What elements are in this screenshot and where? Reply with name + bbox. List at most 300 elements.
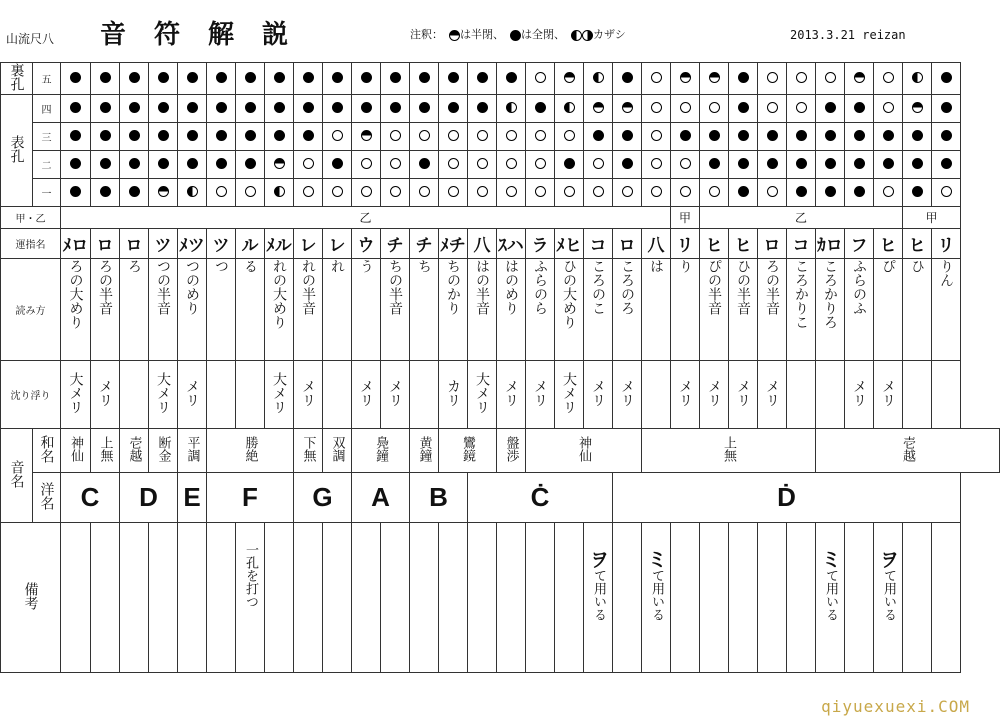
closed-hole-icon [303,102,314,113]
closed-hole-icon [593,130,604,141]
meri-cell [787,361,816,429]
wamei-name: 鸞鏡 [460,436,475,462]
reading-cell [352,259,381,361]
western-note: Ċ [530,482,550,512]
legend-note [410,26,626,42]
hole-cell [700,179,729,207]
reading-cell [468,259,497,361]
closed-hole-icon [825,158,836,169]
wamei-cell [323,429,352,473]
closed-hole-icon [912,130,923,141]
hole-cell [700,151,729,179]
open-hole-icon [332,130,343,141]
reading-text: ころかりこ [793,259,809,329]
hole-cell [700,63,729,95]
meri-text: カリ [445,379,461,407]
closed-hole-icon [622,72,633,83]
hole-cell [178,95,207,123]
closed-hole-icon [129,102,140,113]
closed-hole-icon [187,130,198,141]
fingering-cell [352,229,381,259]
closed-hole-icon [70,158,81,169]
open-hole-icon [680,186,691,197]
half-hole-icon [361,130,372,141]
open-hole-icon [361,186,372,197]
hole-cell [439,63,468,95]
meri-text: メリ [706,379,722,407]
remark-cell [845,523,874,673]
half-hole-icon [593,102,604,113]
hole-cell [265,95,294,123]
hole-cell [439,179,468,207]
open-hole-icon [651,186,662,197]
meri-text: メリ [532,379,548,407]
open-hole-icon [564,186,575,197]
hole-cell [178,151,207,179]
hole-cell [91,151,120,179]
hole-row-r2 [1,151,1000,179]
closed-hole-icon [477,102,488,113]
hole-cell [584,123,613,151]
meri-text: メリ [184,379,200,407]
hole-cell [61,95,91,123]
wamei-cell [91,429,120,473]
western-note: F [242,482,258,512]
hole-cell [323,123,352,151]
wamei-label: 和名 [38,435,55,463]
reading-text: ふらのふ [851,259,867,315]
hole-cell [932,123,961,151]
hole-cell [932,179,961,207]
hole-cell [671,151,700,179]
hole-cell [91,63,120,95]
wamei-cell [178,429,207,473]
meri-cell [758,361,787,429]
closed-hole-icon [506,72,517,83]
hole-cell [294,123,323,151]
wamei-cell [120,429,149,473]
hole-cell [381,151,410,179]
meri-cell [932,361,961,429]
remark-cell [613,523,642,673]
half-closed-icon [449,30,460,41]
fingering-name: ﾒチ [440,236,466,256]
fingering-cell [323,229,352,259]
open-hole-icon [709,186,720,197]
hole-number [33,123,61,151]
open-hole-icon [245,186,256,197]
hole-cell [526,63,555,95]
reading-label: 読み方 [15,306,46,317]
remark-cell [642,523,671,673]
closed-hole-icon [941,130,952,141]
reading-cell [497,259,526,361]
closed-hole-icon [303,130,314,141]
reading-cell [816,259,845,361]
closed-hole-icon [564,158,575,169]
hole-cell [642,123,671,151]
wamei-name: 盤渉 [503,436,519,462]
closed-hole-icon [100,102,111,113]
fingering-cell [410,229,439,259]
reading-text: ひ [909,259,925,273]
hole-cell [352,179,381,207]
open-hole-icon [448,186,459,197]
hole-cell [671,179,700,207]
reading-text: つ [213,259,229,273]
school-name: 山流尺八 [6,32,55,46]
yomei-cell [468,473,613,523]
hole-cell [526,95,555,123]
hole-cell [439,123,468,151]
closed-hole-icon [361,72,372,83]
closed-hole-icon [738,158,749,169]
row-label [1,361,61,429]
wamei-cell [410,429,439,473]
hole-cell [236,123,265,151]
wamei-cell [497,429,526,473]
fingering-name: ﾒロ [62,236,89,256]
reading-text: ち [416,259,432,273]
closed-hole-icon [332,158,343,169]
hole-cell [352,63,381,95]
reading-text: ぴの半音 [706,259,722,315]
hole-cell [787,63,816,95]
meri-text: 大メリ [561,372,577,414]
hole-cell [61,151,91,179]
reading-row [1,259,1000,361]
wamei-name: 黄鐘 [416,436,432,462]
reading-cell [903,259,932,361]
hole-cell [61,179,91,207]
remark-cell [874,523,903,673]
closed-hole-icon [419,72,430,83]
hole-cell [91,123,120,151]
meri-cell [381,361,410,429]
meri-cell [700,361,729,429]
meri-cell [61,361,91,429]
meri-text: 大メリ [67,372,84,414]
meri-text: メリ [590,379,606,407]
hole-cell [584,179,613,207]
remark-cell [671,523,700,673]
closed-hole-icon [622,130,633,141]
meri-text: メリ [358,379,374,407]
wamei-name: 勝絶 [242,436,258,462]
hole-cell [120,151,149,179]
fingering-name: レ [299,236,317,256]
hole-cell [642,63,671,95]
meri-text: メリ [387,379,403,407]
fingering-name: ﾒヒ [556,236,582,256]
hole-cell [613,63,642,95]
meri-cell [903,361,932,429]
row-label [1,207,61,229]
hole-cell [265,179,294,207]
remark-cell [439,523,468,673]
hole-cell [178,123,207,151]
hole-cell [410,123,439,151]
wamei-cell [294,429,323,473]
open-hole-icon [448,158,459,169]
hole-cell [91,95,120,123]
hole-cell [555,123,584,151]
hole-cell [555,63,584,95]
fingering-cell [787,229,816,259]
fingering-cell [845,229,874,259]
closed-hole-icon [216,102,227,113]
remark-body: て用いる [649,569,664,621]
closed-hole-icon [129,130,140,141]
closed-hole-icon [535,102,546,113]
fingering-name: チ [386,236,404,256]
wamei-cell [149,429,178,473]
open-hole-icon [680,102,691,113]
closed-hole-icon [854,186,865,197]
reading-cell [584,259,613,361]
hole-cell [613,123,642,151]
fingering-cell [149,229,178,259]
closed-hole-icon [129,72,140,83]
kazashi-left-icon [571,30,582,41]
western-note: D [139,482,158,512]
fingering-cell [671,229,700,259]
closed-hole-icon [796,186,807,197]
meri-cell [584,361,613,429]
hole-cell [149,179,178,207]
half-hole-icon [158,186,169,197]
fingering-name: ウ [357,236,375,256]
hole-cell [555,95,584,123]
closed-hole-icon [158,72,169,83]
remark-cell [410,523,439,673]
hole-cell [410,151,439,179]
reading-text: りん [938,259,954,287]
meri-cell [526,361,555,429]
closed-hole-icon [912,158,923,169]
open-hole-icon [390,186,401,197]
wamei-name: 平調 [184,436,200,462]
remark-cell [265,523,294,673]
hole-cell [236,151,265,179]
closed-hole-icon [448,102,459,113]
half-hole-icon [854,72,865,83]
hole-cell [61,123,91,151]
hole-cell [410,179,439,207]
open-hole-icon [651,72,662,83]
hole-cell [874,95,903,123]
remark-body: て用いる [823,569,838,621]
register-cell [61,207,671,229]
remark-cell [903,523,932,673]
reading-cell [439,259,468,361]
half-hole-icon [274,158,285,169]
wamei-cell [642,429,816,473]
half-hole-icon [912,102,923,113]
closed-hole-icon [100,72,111,83]
meri-text: メリ [97,379,113,407]
hole-cell [729,179,758,207]
hole-cell [265,123,294,151]
meri-cell [207,361,236,429]
closed-hole-icon [100,186,111,197]
hole-cell [758,95,787,123]
meri-text: 大メリ [155,372,171,414]
row-label [1,63,33,95]
closed-hole-icon [245,158,256,169]
remark-text [818,549,842,621]
closed-hole-icon [854,158,865,169]
hole-cell [758,151,787,179]
hole-cell [758,179,787,207]
western-note: E [183,482,201,512]
hole-cell [874,123,903,151]
fingering-cell [758,229,787,259]
hole-cell [323,179,352,207]
meri-text: メリ [619,379,635,407]
half-hole-icon [506,102,517,113]
hole-cell [207,63,236,95]
reading-text: ころかりろ [822,259,838,329]
hole-cell [700,95,729,123]
wamei-name: 下無 [300,436,316,462]
reading-cell [845,259,874,361]
open-hole-icon [825,72,836,83]
reading-text: る [242,259,258,273]
hole-cell [468,123,497,151]
yomei-cell [352,473,410,523]
open-hole-icon [651,130,662,141]
hole-cell [120,179,149,207]
yomei-row [1,473,1000,523]
reading-text: ふらのら [532,259,548,315]
hole-cell [932,151,961,179]
hole-cell [381,123,410,151]
remark-cell [555,523,584,673]
row-label [1,95,33,207]
wamei-name: 壱越 [126,436,142,462]
fingering-name: ｽハ [498,236,524,256]
closed-hole-icon [419,158,430,169]
wamei-cell [207,429,294,473]
hole-cell [642,151,671,179]
closed-hole-icon [187,158,198,169]
hole-cell [787,95,816,123]
hole-cell [294,179,323,207]
fingering-name: フ [850,236,868,256]
meri-row [1,361,1000,429]
hole-cell [613,179,642,207]
hole-cell [91,179,120,207]
fingering-cell [294,229,323,259]
closed-hole-icon [70,102,81,113]
register-cell [903,207,961,229]
open-hole-icon [506,158,517,169]
hole-cell [816,95,845,123]
reading-text: り [677,259,693,273]
closed-hole-icon [825,186,836,197]
reading-text: ぴ [880,259,896,273]
open-hole-icon [651,102,662,113]
hole-cell [178,63,207,95]
remark-cell [323,523,352,673]
hole-cell [816,63,845,95]
hole-row-r3 [1,123,1000,151]
remark-text [644,549,668,621]
meri-text: メリ [503,379,519,407]
row-label [1,429,33,523]
fingering-name: 八 [647,236,665,256]
remark-cell [120,523,149,673]
reading-text: は [648,259,664,273]
closed-hole-icon [883,130,894,141]
meri-text: 大メリ [474,372,490,414]
register-cell [700,207,903,229]
meri-text: メリ [764,379,780,407]
half-hole-icon [187,186,198,197]
wamei-row [1,429,1000,473]
meri-cell [845,361,874,429]
yomei-cell [613,473,961,523]
fingering-name: 八 [473,236,491,256]
remark-body: て用いる [591,569,606,621]
reading-text: れの大めり [271,259,287,329]
hole-cell [845,179,874,207]
reading-text: はの半音 [474,259,490,315]
kan-otsu-label: 甲・乙 [15,214,46,225]
reading-cell [642,259,671,361]
hole-cell [816,123,845,151]
wamei-name: 断金 [155,436,171,462]
fingering-name: ツ [154,236,172,256]
fingering-name: レ [328,236,346,256]
reading-text: つの半音 [155,259,171,315]
reading-cell [410,259,439,361]
reading-text: ろの半音 [764,259,780,315]
half-hole-icon [564,72,575,83]
open-hole-icon [767,186,778,197]
hole-cell [758,63,787,95]
remark-cell [468,523,497,673]
hole-cell [149,123,178,151]
meri-text: メリ [735,379,751,407]
reading-text: ころのこ [590,259,606,315]
closed-hole-icon [216,130,227,141]
wamei-cell [61,429,91,473]
reading-cell [555,259,584,361]
hole-cell [526,179,555,207]
legend-full: は全閉、 [521,28,565,41]
hole-cell [236,95,265,123]
reading-cell [91,259,120,361]
fingering-name: ヒ [734,236,752,256]
wamei-name: 鳧鐘 [373,436,388,462]
wamei-name: 上無 [97,436,113,462]
half-hole-icon [274,186,285,197]
page-title: 音符解説 [100,20,317,50]
open-hole-icon [477,158,488,169]
hole-cell [120,95,149,123]
hole-cell [352,123,381,151]
remark-cell [816,523,845,673]
fingering-cell [120,229,149,259]
hole-number [33,95,61,123]
hole-row-r4 [1,95,1000,123]
closed-hole-icon [709,158,720,169]
open-hole-icon [883,186,894,197]
meri-cell [613,361,642,429]
register-label: 乙 [794,211,807,225]
